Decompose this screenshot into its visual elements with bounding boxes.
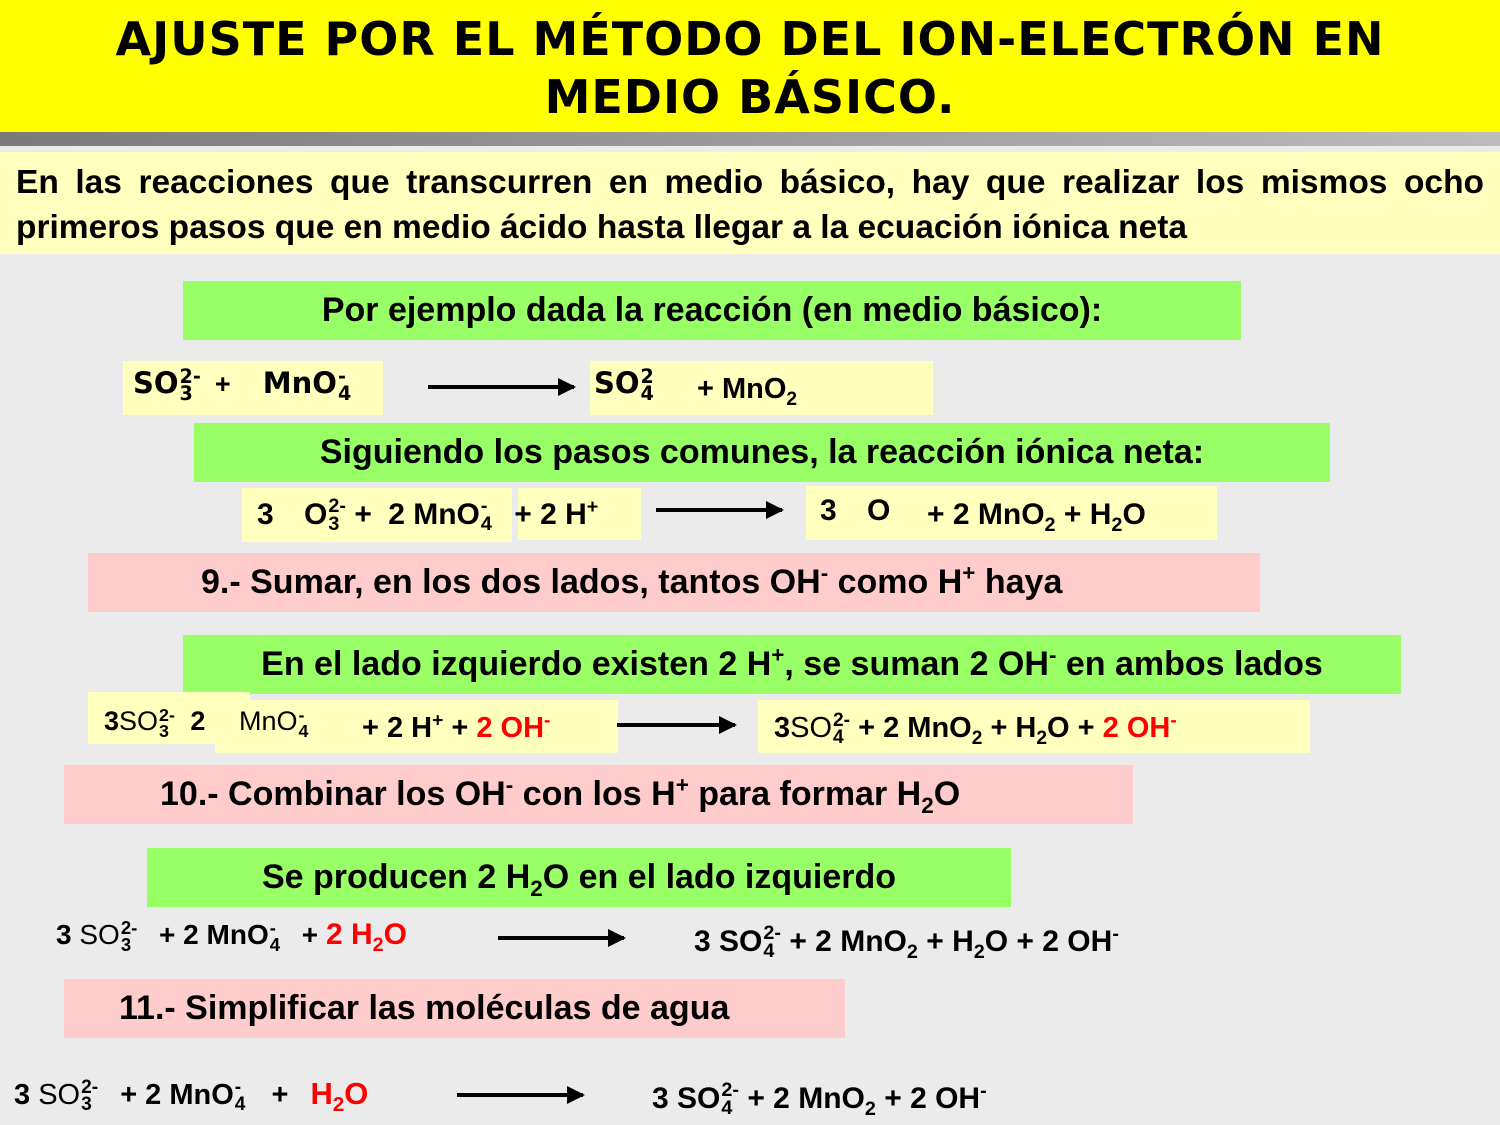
eq1-so: SO <box>133 366 179 400</box>
eq3-so: SO <box>119 706 159 736</box>
eq4-right <box>694 922 1119 963</box>
eq1-left <box>133 364 352 405</box>
step9-text: 9.- Sumar, en los dos lados, tantos OH- como H+ haya <box>201 560 1063 601</box>
eq2-rest2: + H <box>1063 498 1112 531</box>
eq4-r2: + H <box>926 925 974 958</box>
eq1-right-rest <box>697 373 798 410</box>
eq4-rso: SO <box>719 925 763 958</box>
eq3-r2-sub: 2 <box>1036 727 1048 749</box>
eq4-c1: 3 <box>56 919 72 950</box>
eq1-so4: SO <box>594 366 640 400</box>
eq3-c1: 3 <box>104 706 120 736</box>
eq5-r1-sub: 2 <box>864 1098 876 1120</box>
step9-box <box>88 553 1260 612</box>
eq4-r1: + 2 MnO <box>789 925 907 958</box>
eq4-left <box>56 916 407 956</box>
eq2-o: O <box>304 498 328 531</box>
eq3-r1: + 2 MnO <box>858 712 972 744</box>
eq3-rso: SO <box>790 712 833 744</box>
eq3-mno-charge: - 4 <box>298 704 309 741</box>
eq4-so-charge: 2- 3 <box>120 916 138 955</box>
eq5-r1: + 2 MnO <box>747 1082 865 1115</box>
eq3-oh: 2 OH- <box>476 710 551 744</box>
eq5-m: + 2 MnO <box>120 1079 234 1111</box>
eq5-c1: 3 <box>14 1079 31 1111</box>
eq2-right <box>820 494 890 528</box>
eq5-plus: + <box>271 1079 289 1111</box>
eq3-rso-charge: 2- 4 <box>833 710 851 749</box>
eq1-so-charge: 2- 3 <box>179 364 201 405</box>
eq5-so: SO <box>38 1079 81 1111</box>
eq4-m: + 2 MnO <box>159 919 269 950</box>
eq3-r1-sub: 2 <box>971 727 983 749</box>
eq1-mno-charge: - 4 <box>337 364 352 405</box>
eq2-left <box>257 495 599 536</box>
eq3-mno: MnO <box>238 706 298 736</box>
title-shadow-bar <box>0 132 1500 146</box>
step10-text: 10.- Combinar los OH- con los H+ para formar $H_2O$ <box>160 772 961 818</box>
eq3-plus: + <box>451 712 469 744</box>
eq5-h2o: $H_2O$ <box>310 1076 369 1117</box>
step10-box <box>64 765 1133 824</box>
eq4-r2-sub: 2 <box>973 941 985 963</box>
eq3-h-charge: + <box>432 710 444 732</box>
example-label: Por ejemplo dada la reacción (en medio básico): <box>321 291 1103 329</box>
eq2-rest3: O <box>1122 498 1146 531</box>
eq4-h2o: 2 $H_2O$ <box>325 918 407 956</box>
eq5-rso-charge: 2- 4 <box>721 1079 739 1120</box>
eq5-arrow <box>457 1093 583 1097</box>
eq3-rc: 3 <box>774 712 791 744</box>
eq2-h-charge: + <box>586 496 599 518</box>
example-label-box <box>183 281 1241 340</box>
eq5-so-charge: 2- 3 <box>81 1077 99 1116</box>
eq2-two: 2 <box>388 498 405 531</box>
eq3-c2: 2 <box>190 706 206 736</box>
eq4-r3: O + 2 OH <box>984 925 1113 958</box>
eq2-h: + 2 H <box>514 498 587 531</box>
eq4-r1-sub: 2 <box>906 941 918 963</box>
eq2-rest2-sub: 2 <box>1111 514 1123 536</box>
page-title <box>0 10 1500 126</box>
eq5-rc: 3 <box>652 1082 669 1115</box>
eq1-arrow <box>428 385 574 389</box>
intro-paragraph: En las reacciones que transcurren en medio básico, hay que realizar los mismos ocho primeros pasos que en medio ácido hasta llegar a la ecuación iónica neta <box>16 164 1484 246</box>
eq5-rso: SO <box>677 1082 721 1115</box>
eq4-m-charge: - 4 <box>269 916 281 955</box>
page-title-line2: MEDIO BÁSICO. <box>544 70 956 124</box>
page-title-line1: AJUSTE POR EL MÉTODO DEL ION-ELECTRÓN EN <box>115 12 1385 66</box>
eq3-left <box>104 706 308 739</box>
eq5-m-charge: - 4 <box>234 1077 246 1116</box>
eq4-r3-charge: - <box>1112 923 1119 945</box>
eq2-plus: + <box>354 498 372 531</box>
eq1-plus: + <box>214 369 231 399</box>
eq3-so-charge: 2- 3 <box>159 704 175 741</box>
eq2-ro: O <box>867 494 891 527</box>
eq4-rc: 3 <box>694 925 711 958</box>
eq5-r2-charge: - <box>980 1080 987 1102</box>
eq1-right <box>594 364 654 405</box>
eq2-mno-charge: - 4 <box>480 495 492 536</box>
step11-text: 11.- Simplificar las moléculas de agua <box>119 989 730 1027</box>
eq3-r2: + H <box>990 712 1037 744</box>
produce-note: Se producen 2 $H_2O$ en el lado izquierdo <box>261 858 897 901</box>
eq3-left-rest <box>362 712 550 745</box>
step11-box <box>64 979 845 1038</box>
eq1-mno: MnO <box>262 366 337 400</box>
eq2-rest-sub: 2 <box>1044 514 1056 536</box>
left-side-note: En el lado izquierdo existen 2 H+, se suman 2 OH- en ambos lados <box>261 642 1323 683</box>
eq4-arrow <box>498 936 624 940</box>
eq3-h: + 2 H <box>362 712 433 744</box>
eq5-right <box>652 1079 987 1120</box>
eq1-mno2-sub: 2 <box>786 388 798 410</box>
eq1-mno2: + MnO <box>697 373 787 405</box>
eq2-o-charge: 2- 3 <box>328 495 346 536</box>
eq5-r2: + 2 OH <box>884 1082 981 1115</box>
eq3-right <box>774 712 1177 747</box>
eq4-rso-charge: 2- 4 <box>763 922 781 963</box>
eq4-so: SO <box>79 919 120 950</box>
eq3-arrow <box>617 723 735 727</box>
eq2-coef: 3 <box>257 498 274 531</box>
eq1-so4-charge: 2 4 <box>640 364 654 405</box>
eq2-mno: MnO <box>413 498 480 531</box>
eq2-rcoef: 3 <box>820 494 837 527</box>
eq3-roh: 2 OH- <box>1102 710 1177 744</box>
left-side-note-box <box>183 635 1401 694</box>
produce-note-box <box>147 848 1011 907</box>
eq2-rest: + 2 MnO <box>927 498 1045 531</box>
eq5-left <box>14 1076 369 1117</box>
net-label: Siguiendo los pasos comunes, la reacción iónica neta: <box>319 433 1205 471</box>
eq2-arrow <box>656 508 782 512</box>
eq2-right-rest <box>927 498 1146 536</box>
net-label-box <box>194 423 1330 482</box>
eq3-r3: O + <box>1047 712 1095 744</box>
eq4-plus: + <box>301 919 319 950</box>
